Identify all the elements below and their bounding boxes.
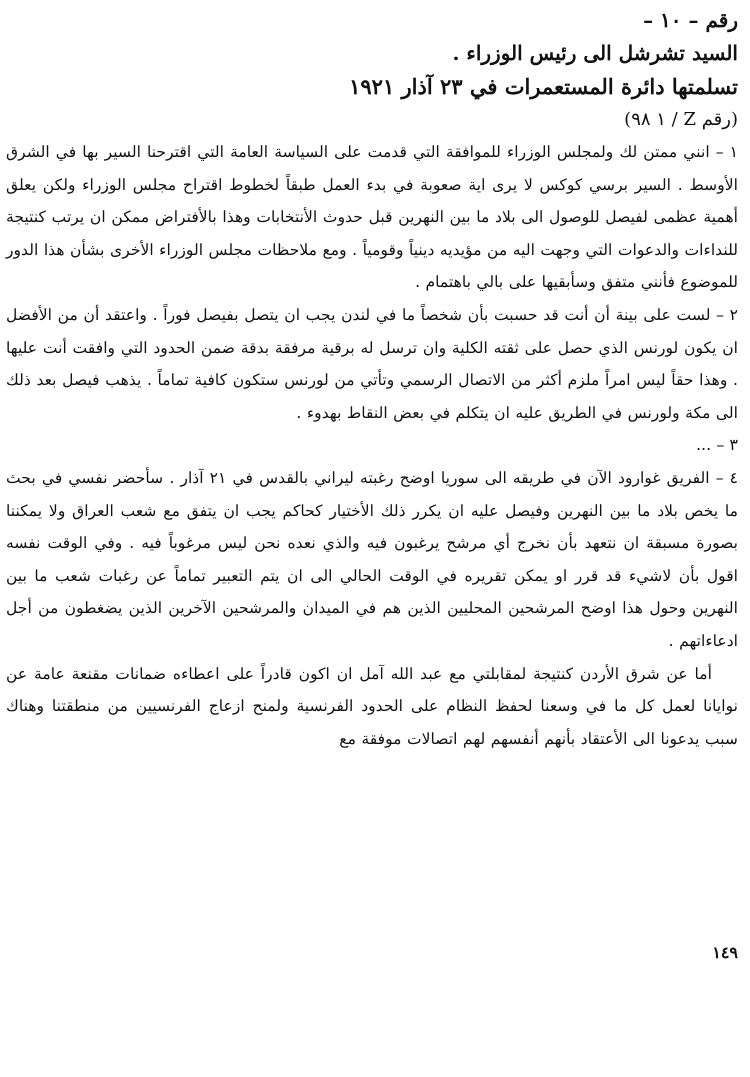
paragraph-2: ٢ – لست على بينة أن أنت قد حسبت بأن شخصاً ما في لندن يجب ان يتصل بفيصل فوراً . واعتقد أن من الأفضل ان يكون لورنس الذي حصل على ثقته الكلية وان ترسل له برقية مرفقة بدقة ضمن الحدود التي وافقت أنت عليها . وهذا حقاً ليس امراً ملزم أكثر من الاتصال الرسمي وتأتي من لورنس ستكون كافية تماماً . يذهب فيصل بعد ذلك الى مكة ولورنس في الطريق عليه ان يتكلم في بعض النقاط بهدوء . [6,305,738,422]
document-addressee: السيد تشرشل الى رئيس الوزراء . [452,41,738,65]
paragraph-5: أما عن شرق الأردن كنتيجة لمقابلتي مع عبد الله آمل ان اكون قادراً على اعطاءه ضمانات مقنعة عامة عن نوايانا لعمل كل ما في وسعنا لحفظ النظام على الحدود الفرنسية ولمنح ازعاج الفرنسيين من منطقتنا وهناك سبب يدعونا الى الأعتقاد بأنهم أنفسهم لهم اتصالات موفقة مع [6,664,738,748]
paragraph-1: ١ – انني ممتن لك ولمجلس الوزراء للموافقة التي قدمت على السياسة العامة التي اقترحنا السير بها في الشرق الأوسط . السير برسي كوكس لا يرى اية صعوبة في بدء العمل طبقاً لخطوط اقتراح مجلس الوزراء ولكن يعلق أهمية عظمى لفيصل للوصول الى بلاد ما بين النهرين قبل حدوث الأنتخابات وهذا بالأفتراض ممكن ان يرتب كنتيجة للنداءات والدعوات التي وجهت اليه من مؤيديه دينياً وقومياً . ومع ملاحظات مجلس الوزراء الأخرى بشأن هذا الدور للموضوع فأنني متفق وسأبقيها على بالي باهتمام . [6,143,738,292]
page-number: ١٤٩ [712,943,738,962]
document-page [6,4,738,755]
document-reference: (رقم Z / ١ ٩٨) [624,109,738,130]
document-received-note: تسلمتها دائرة المستعمرات في ٢٣ آذار ١٩٢١ [349,74,738,99]
paragraph-3: ٣ – ... [695,435,738,455]
paragraph-4: ٤ – الفريق غوارود الآن في طريقه الى سوريا اوضح رغبته ليراني بالقدس في ٢١ آذار . سأحضر نفسي في بحث ما يخص بلاد ما بين النهرين وفيصل عليه ان يكرر ذلك الأختيار كحاكم يجب ان يتفق مع شعب العراق ولا يمكننا بصورة مسبقة ان نتعهد بأن نخرج أي مرشح يرغبون فيه والذي نعده نحن ليس مرغوباً فيه . وفي الوقت نفسه اقول بأن لاشيء قد قرر او يمكن تقريره في الوقت الحالي الى ان يتم التعبير تماماً عن رغبات شعب ما بين النهرين وحول هذا اوضح المرشحين المحليين الذين هم في الميدان والمرشحين الآخرين الذين يضغطون من أجل ادعاءاتهم . [6,468,738,650]
document-number: رقم – ١٠ – [643,8,738,32]
